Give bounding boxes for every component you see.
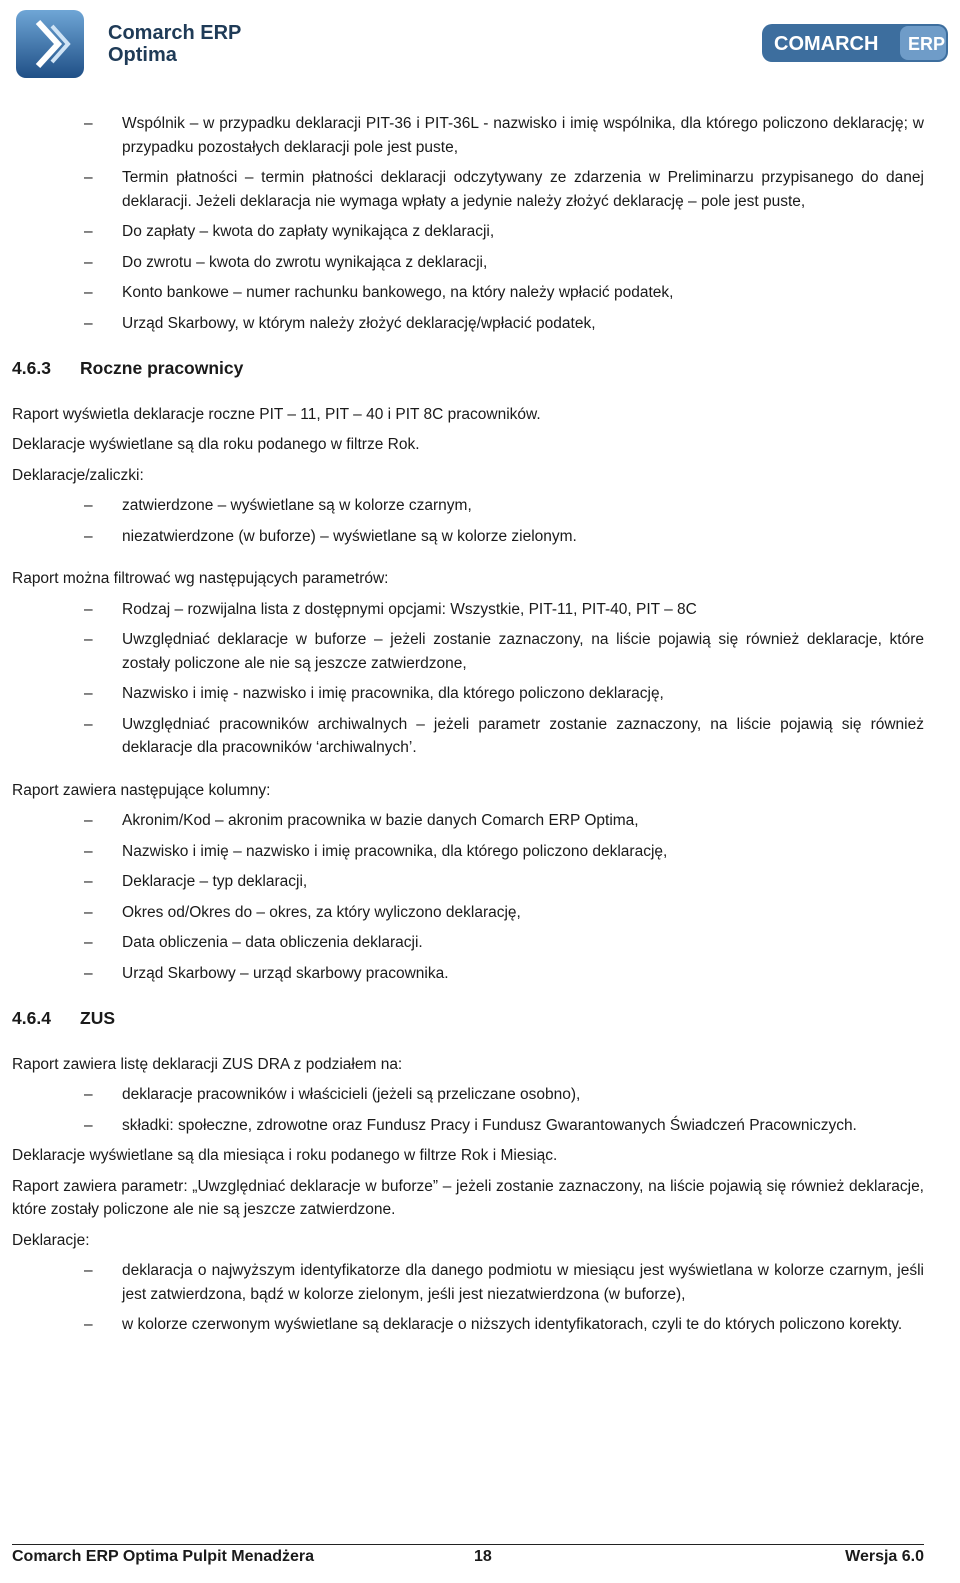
paragraph: Deklaracje/zaliczki: [12, 466, 144, 484]
paragraph: Deklaracje: [12, 1231, 90, 1249]
section-heading-464 [12, 1007, 924, 1031]
bullet-dash: – [84, 1316, 93, 1333]
bullet-dash: – [84, 1116, 93, 1134]
footer-version: Wersja 6.0 [845, 1548, 924, 1565]
brand-line1: Comarch ERP [108, 22, 242, 44]
bullet-dash: – [84, 253, 93, 271]
brand-name [108, 22, 241, 66]
comarch-logo-text: COMARCH [774, 33, 879, 55]
bullet-dash: – [84, 223, 93, 240]
bullet-dash: – [84, 715, 93, 733]
paragraph: Raport wyświetla deklaracje roczne PIT – 11, PIT – 40 i PIT 8C pracowników. [12, 405, 541, 423]
page-number: 18 [474, 1548, 492, 1565]
bullet-dash: – [84, 903, 93, 921]
paragraph: Deklaracje wyświetlane są dla roku podanego w filtrze Rok. [12, 436, 420, 453]
list-item: – Do zapłaty – kwota do zapłaty wynikająca z deklaracji, [12, 220, 924, 244]
bullet-dash: – [84, 842, 93, 860]
footer-title: Comarch ERP Optima Pulpit Menadżera [12, 1548, 314, 1565]
list-item: – w kolorze czerwonym wyświetlane są deklaracje o niższych identyfikatorach, czyli te do których policzono korekty. [12, 1313, 924, 1337]
list-item: – deklaracja o najwyższym identyfikatorze dla danego podmiotu w miesiącu jest wyświetlana w kolorze czarnym, jeśli jest zatwierdzona, bądź w kolorze zielonym, jeśli jest niezatwierdzona (w buforze), [12, 1259, 924, 1306]
list-item: – Rodzaj – rozwijalna lista z dostępnymi opcjami: Wszystkie, PIT-11, PIT-40, PIT – 8C [12, 598, 924, 622]
list-item: – Termin płatności – termin płatności deklaracji odczytywany ze zdarzenia w Preliminarzu przypisanego do danej deklaracji. Jeżeli deklaracja nie wymaga wpłaty a jedynie należy złożyć deklarację – pole jest puste, [12, 166, 924, 213]
section-title: ZUS [80, 1008, 115, 1028]
list-item: – deklaracje pracowników i właścicieli (jeżeli są przeliczane osobno), [12, 1083, 924, 1107]
comarch-erp-optima-logo-icon [14, 8, 86, 80]
bullet-dash: – [84, 115, 93, 132]
list-item: – Okres od/Okres do – okres, za który wyliczono deklarację, [12, 901, 924, 925]
list-item: – Urząd Skarbowy – urząd skarbowy pracownika. [12, 962, 924, 986]
section-heading-463 [12, 357, 924, 381]
bullet-dash: – [84, 1086, 93, 1103]
paragraph: Raport zawiera parametr: „Uwzględniać deklaracje w buforze” – jeżeli zostanie zaznaczony, na liście pojawią się również deklaracje, które zostały policzone ale nie są jeszcze zatwierdzone. [12, 1177, 924, 1218]
list-item: – Data obliczenia – data obliczenia deklaracji. [12, 931, 924, 955]
list-item: – składki: społeczne, zdrowotne oraz Fundusz Pracy i Fundusz Gwarantowanych Świadczeń Pracowniczych. [12, 1114, 924, 1138]
section-number: 4.6.3 [12, 358, 51, 378]
comarch-logo-icon [762, 24, 948, 62]
list-item: – Nazwisko i imię – nazwisko i imię pracownika, dla którego policzono deklarację, [12, 840, 924, 864]
list-item: – Akronim/Kod – akronim pracownika w bazie danych Comarch ERP Optima, [12, 809, 924, 833]
bullet-dash: – [84, 964, 93, 982]
page-header [0, 0, 960, 90]
paragraph: Deklaracje wyświetlane są dla miesiąca i roku podanego w filtrze Rok i Miesiąc. [12, 1147, 558, 1164]
list-item: – Deklaracje – typ deklaracji, [12, 870, 924, 894]
section-number: 4.6.4 [12, 1008, 51, 1028]
bullet-dash: – [84, 600, 93, 618]
bullet-dash: – [84, 284, 93, 301]
bullet-dash: – [84, 1262, 93, 1279]
brand-line2: Optima [108, 44, 177, 66]
bullet-dash: – [84, 934, 93, 951]
list-item: – zatwierdzone – wyświetlane są w kolorze czarnym, [12, 494, 924, 518]
list-item: – Nazwisko i imię - nazwisko i imię pracownika, dla którego policzono deklarację, [12, 682, 924, 706]
bullet-dash: – [84, 631, 93, 648]
list-item: – Uwzględniać deklaracje w buforze – jeżeli zostanie zaznaczony, na liście pojawią się również deklaracje, które zostały policzone ale nie są jeszcze zatwierdzone, [12, 628, 924, 675]
bullet-dash: – [84, 497, 93, 514]
bullet-dash: – [84, 527, 93, 545]
bullet-dash: – [84, 314, 93, 332]
list-item: – Konto bankowe – numer rachunku bankowego, na który należy wpłacić podatek, [12, 281, 924, 305]
list-item: – Do zwrotu – kwota do zwrotu wynikająca z deklaracji, [12, 251, 924, 275]
paragraph: Raport można filtrować wg następujących parametrów: [12, 570, 389, 587]
document-body [12, 112, 924, 1344]
list-item: – niezatwierdzone (w buforze) – wyświetlane są w kolorze zielonym. [12, 525, 924, 549]
comarch-logo-tag: ERP [908, 34, 946, 54]
section-title: Roczne pracownicy [80, 358, 244, 378]
paragraph: Raport zawiera listę deklaracji ZUS DRA z podziałem na: [12, 1055, 403, 1073]
paragraph: Raport zawiera następujące kolumny: [12, 781, 271, 799]
list-a [12, 112, 924, 335]
bullet-dash: – [84, 685, 93, 702]
bullet-dash: – [84, 812, 93, 829]
bullet-dash: – [84, 873, 93, 890]
page-footer [12, 1548, 924, 1570]
list-item: – Wspólnik – w przypadku deklaracji PIT-36 i PIT-36L - nazwisko i imię wspólnika, dla którego policzono deklarację; w przypadku pozostałych deklaracji pole jest puste, [12, 112, 924, 159]
footer-rule [12, 1544, 924, 1545]
bullet-dash: – [84, 169, 93, 186]
list-item: – Uwzględniać pracowników archiwalnych – jeżeli parametr zostanie zaznaczony, na liście pojawią się również deklaracje dla pracowników ‘archiwalnych’. [12, 713, 924, 760]
list-item: – Urząd Skarbowy, w którym należy złożyć deklarację/wpłacić podatek, [12, 312, 924, 336]
